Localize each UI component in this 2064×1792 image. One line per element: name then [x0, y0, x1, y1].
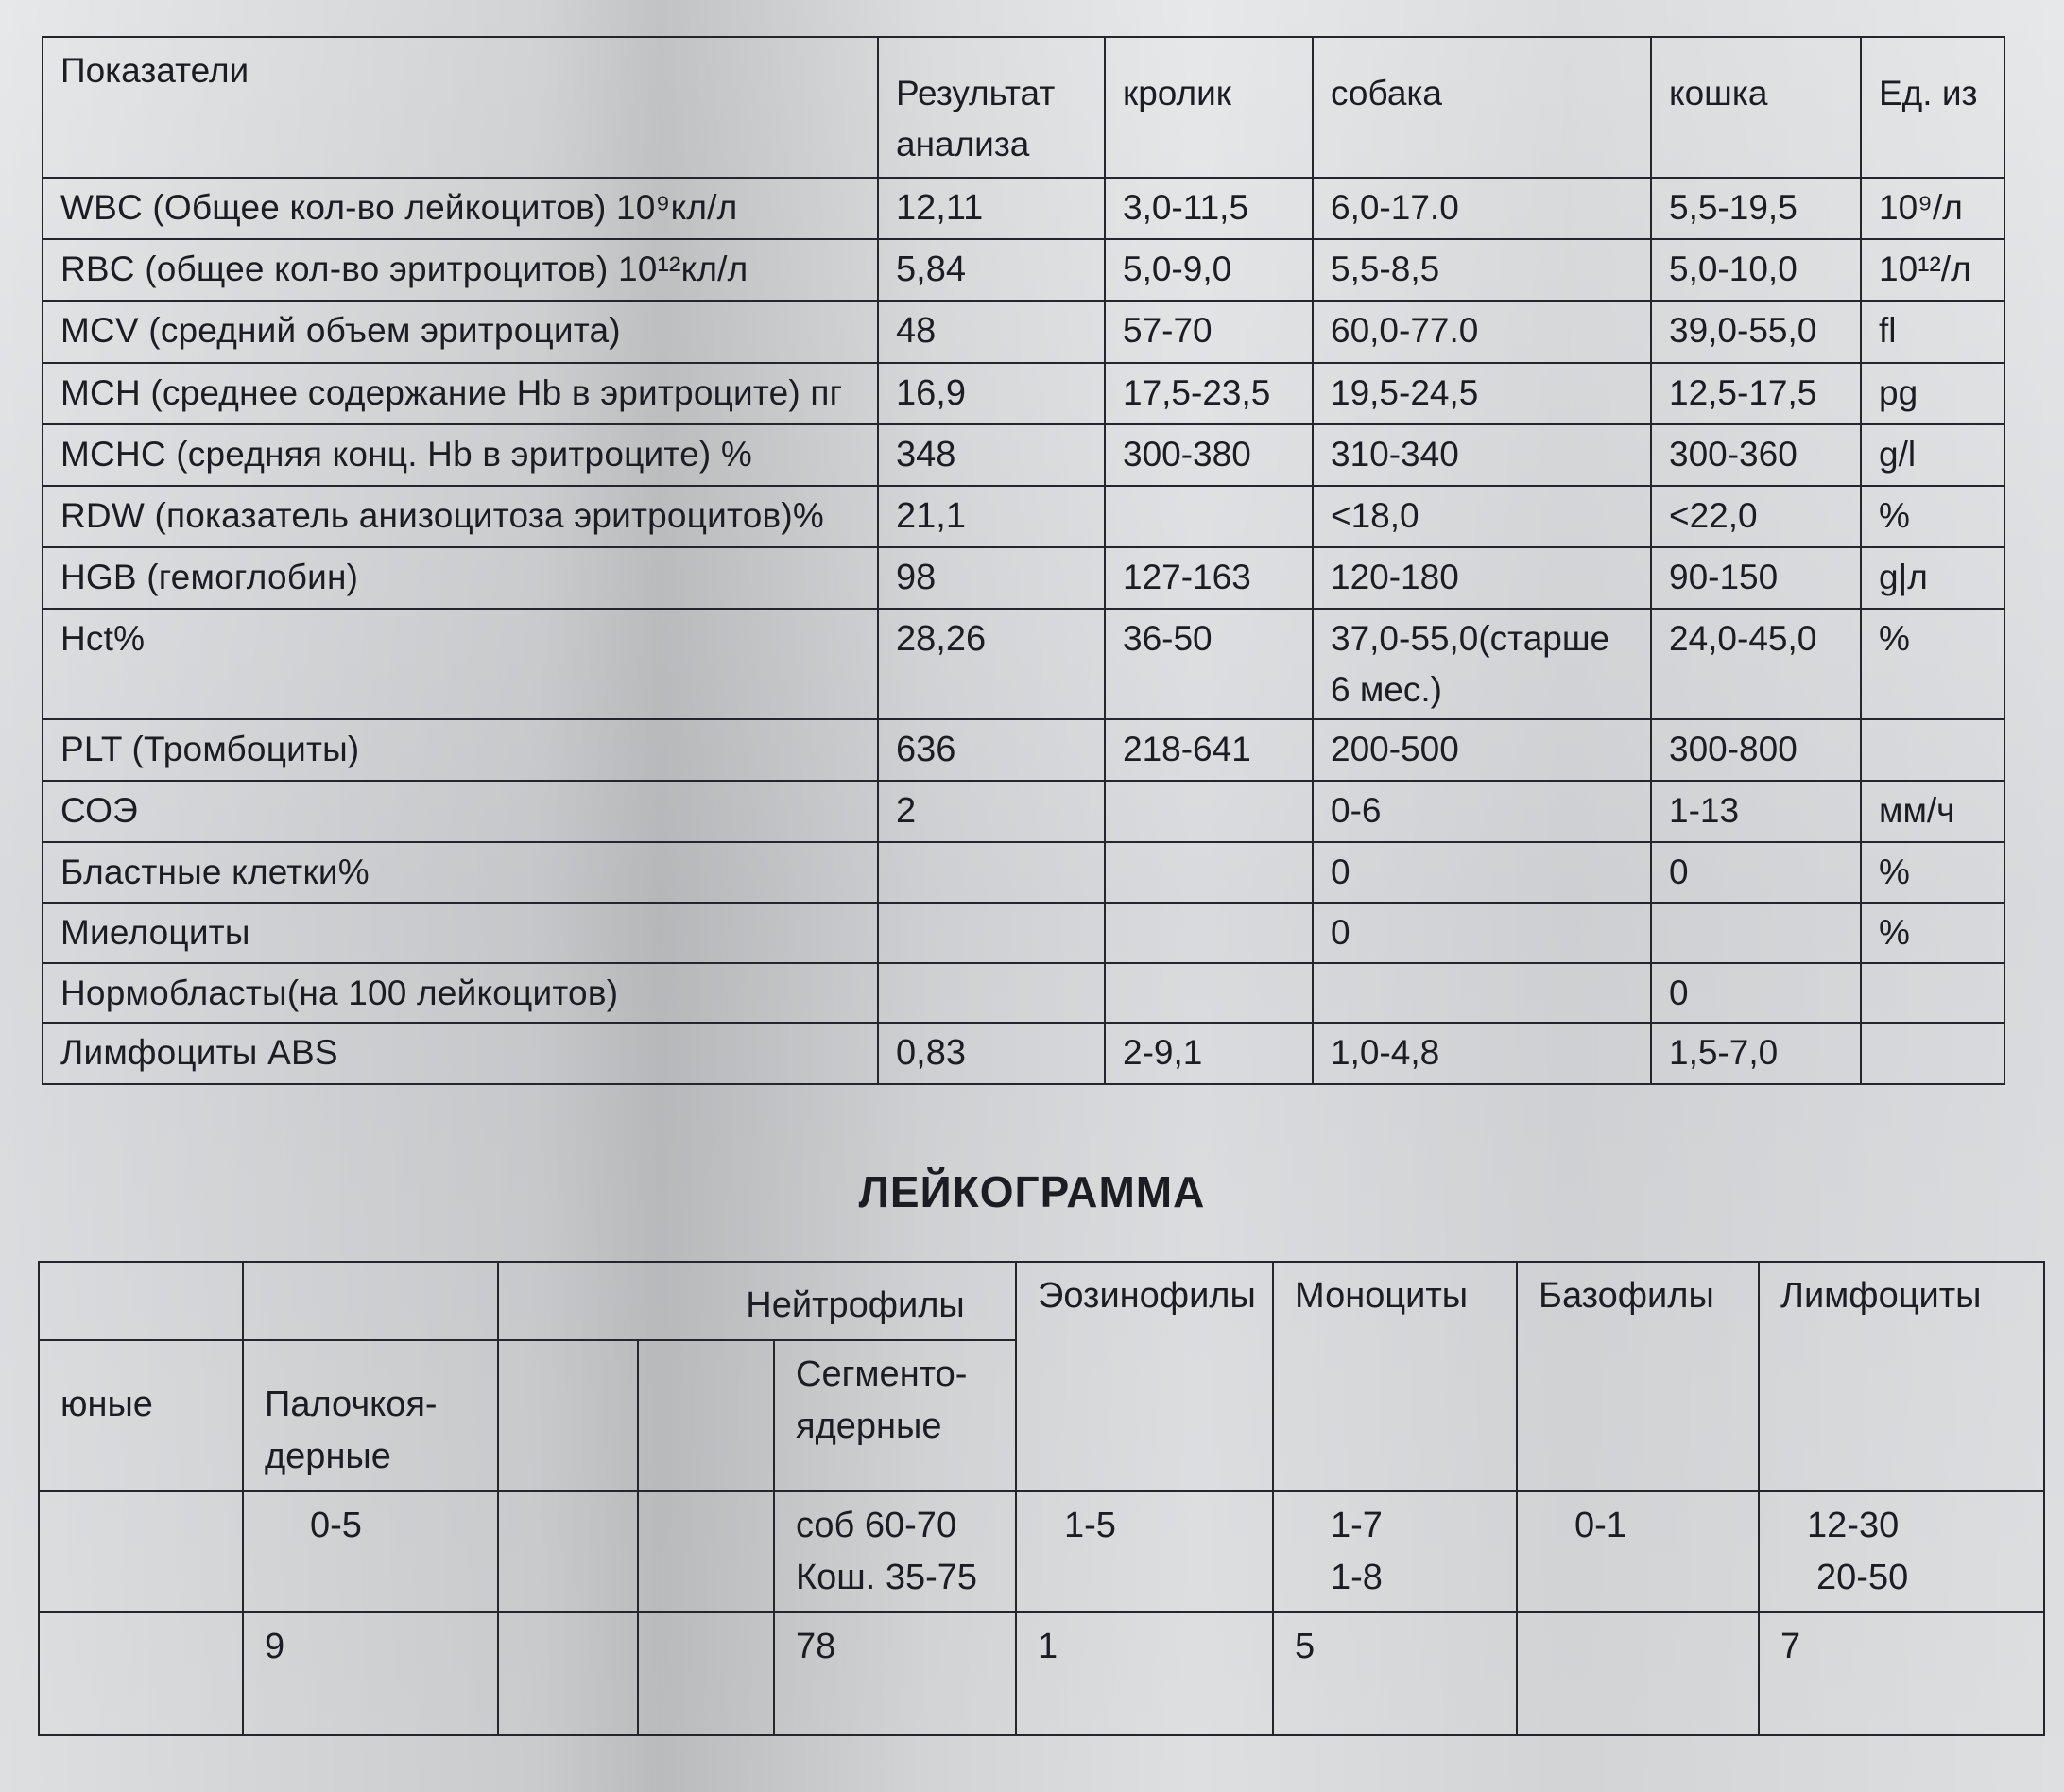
- dog-range-cell: 0: [1313, 903, 1651, 963]
- result-cell: 48: [878, 301, 1105, 362]
- unit-cell: pg: [1861, 363, 2004, 424]
- rabbit-range-cell: 3,0-11,5: [1105, 178, 1313, 239]
- parameter-cell: Нормобласты(на 100 лейкоцитов): [43, 963, 878, 1024]
- result-segmented: 78: [774, 1612, 1016, 1735]
- results-row: [43, 301, 2004, 362]
- result-cell: 21,1: [878, 486, 1105, 547]
- header-unit: Ед. из: [1861, 37, 2004, 178]
- results-row: [43, 1023, 2004, 1084]
- parameter-cell: MCH (среднее содержание Hb в эритроците) пг: [43, 363, 878, 424]
- rabbit-range-cell: [1105, 842, 1313, 903]
- parameter-cell: MCV (средний объем эритроцита): [43, 301, 878, 362]
- cat-range-cell: 300-800: [1651, 719, 1861, 781]
- unit-cell: g|л: [1861, 547, 2004, 609]
- parameter-cell: Миелоциты: [43, 903, 878, 963]
- result-cell: 16,9: [878, 363, 1105, 424]
- cat-range-cell: 300-360: [1651, 424, 1861, 486]
- parameter-cell: Лимфоциты ABS: [43, 1023, 878, 1084]
- results-row: [43, 486, 2004, 547]
- results-row: [43, 424, 2004, 486]
- dog-range-cell: 19,5-24,5: [1313, 363, 1651, 424]
- unit-cell: g/l: [1861, 424, 2004, 486]
- leukogram-title: ЛЕЙКОГРАММА: [858, 1167, 1206, 1216]
- header-parameter: Показатели: [43, 37, 878, 178]
- result-eosinophils: 1: [1016, 1612, 1273, 1735]
- dog-range-cell: 5,5-8,5: [1313, 239, 1651, 301]
- cat-range-cell: 0: [1651, 963, 1861, 1024]
- norm-segmented-cat: Кош. 35-75: [796, 1558, 978, 1598]
- cat-range-cell: 5,0-10,0: [1651, 239, 1861, 301]
- unit-cell: 10¹²/л: [1861, 239, 2004, 301]
- rabbit-range-cell: [1105, 963, 1313, 1024]
- result-cell: 12,11: [878, 178, 1105, 239]
- dog-range-cell: 37,0-55,0(старше 6 мес.): [1313, 609, 1651, 719]
- rabbit-range-cell: [1105, 486, 1313, 547]
- parameter-cell: WBC (Общее кол-во лейкоцитов) 10⁹кл/л: [43, 178, 878, 239]
- leukogram-blank-cell: [638, 1612, 774, 1735]
- results-row: [43, 547, 2004, 609]
- rabbit-range-cell: 36-50: [1105, 609, 1313, 719]
- result-cell: 28,26: [878, 609, 1105, 719]
- parameter-cell: Hct%: [43, 609, 878, 719]
- result-lymphocytes: 7: [1759, 1612, 2044, 1735]
- unit-cell: 10⁹/л: [1861, 178, 2004, 239]
- cat-range-cell: 12,5-17,5: [1651, 363, 1861, 424]
- header-rabbit: кролик: [1105, 37, 1313, 178]
- results-row: [43, 178, 2004, 239]
- results-row: [43, 239, 2004, 301]
- rabbit-range-cell: 218-641: [1105, 719, 1313, 781]
- unit-cell: %: [1861, 609, 2004, 719]
- result-cell: [878, 903, 1105, 963]
- result-cell: 0,83: [878, 1023, 1105, 1084]
- dog-range-cell: 310-340: [1313, 424, 1651, 486]
- norm-monocytes-dog: 1-7: [1331, 1506, 1383, 1546]
- leukogram-blank-cell: [39, 1262, 243, 1340]
- result-cell: [878, 963, 1105, 1024]
- leukogram-norm-row: [39, 1491, 2044, 1612]
- cat-range-cell: 24,0-45,0: [1651, 609, 1861, 719]
- result-young: [39, 1612, 243, 1735]
- cat-range-cell: 1,5-7,0: [1651, 1023, 1861, 1084]
- norm-monocytes: [1273, 1491, 1517, 1612]
- dog-range-cell: <18,0: [1313, 486, 1651, 547]
- cat-range-cell: 5,5-19,5: [1651, 178, 1861, 239]
- cat-range-cell: [1651, 903, 1861, 963]
- unit-cell: [1861, 719, 2004, 781]
- leukogram-group-row: [39, 1262, 2044, 1340]
- result-cell: 636: [878, 719, 1105, 781]
- parameter-cell: RDW (показатель анизоцитоза эритроцитов)%: [43, 486, 878, 547]
- leukogram-blank-cell: [498, 1491, 638, 1612]
- leukogram-table: [38, 1261, 2045, 1736]
- results-body: [43, 178, 2004, 1084]
- result-basophils: [1517, 1612, 1759, 1735]
- leukogram-result-row: [39, 1612, 2044, 1735]
- header-dog: собака: [1313, 37, 1651, 178]
- norm-lymphocytes-cat: 20-50: [1816, 1558, 1909, 1598]
- dog-range-cell: 0-6: [1313, 781, 1651, 842]
- header-basophils: Базофилы: [1517, 1262, 1759, 1491]
- header-eosinophils: Эозинофилы: [1016, 1262, 1273, 1491]
- results-row: [43, 363, 2004, 424]
- header-result: Результат анализа: [878, 37, 1105, 178]
- leukogram-blank-cell: [498, 1612, 638, 1735]
- norm-band: 0-5: [243, 1491, 498, 1612]
- cat-range-cell: 0: [1651, 842, 1861, 903]
- unit-cell: fl: [1861, 301, 2004, 362]
- results-row: [43, 719, 2004, 781]
- norm-segmented-dog: соб 60-70: [796, 1506, 957, 1546]
- result-monocytes: 5: [1273, 1612, 1517, 1735]
- unit-cell: мм/ч: [1861, 781, 2004, 842]
- cat-range-cell: 1-13: [1651, 781, 1861, 842]
- header-cat: кошка: [1651, 37, 1861, 178]
- rabbit-range-cell: [1105, 781, 1313, 842]
- parameter-cell: MCHC (средняя конц. Hb в эритроците) %: [43, 424, 878, 486]
- parameter-cell: СОЭ: [43, 781, 878, 842]
- rabbit-range-cell: 2-9,1: [1105, 1023, 1313, 1084]
- unit-cell: %: [1861, 842, 2004, 903]
- norm-basophils: 0-1: [1517, 1491, 1759, 1612]
- header-lymphocytes: Лимфоциты: [1759, 1262, 2044, 1491]
- results-row: [43, 963, 2004, 1024]
- rabbit-range-cell: 57-70: [1105, 301, 1313, 362]
- dog-range-cell: 0: [1313, 842, 1651, 903]
- cat-range-cell: <22,0: [1651, 486, 1861, 547]
- results-row: [43, 903, 2004, 963]
- result-cell: [878, 842, 1105, 903]
- norm-young: [39, 1491, 243, 1612]
- dog-range-cell: 1,0-4,8: [1313, 1023, 1651, 1084]
- dog-range-cell: 60,0-77.0: [1313, 301, 1651, 362]
- leukogram-blank-cell: [498, 1340, 638, 1491]
- cat-range-cell: 90-150: [1651, 547, 1861, 609]
- neutrophils-group-header: Нейтрофилы: [498, 1262, 1016, 1340]
- norm-lymphocytes-dog: 12-30: [1807, 1506, 1900, 1546]
- parameter-cell: RBC (общее кол-во эритроцитов) 10¹²кл/л: [43, 239, 878, 301]
- rabbit-range-cell: 5,0-9,0: [1105, 239, 1313, 301]
- rabbit-range-cell: 127-163: [1105, 547, 1313, 609]
- result-cell: 348: [878, 424, 1105, 486]
- result-band: 9: [243, 1612, 498, 1735]
- dog-range-cell: 200-500: [1313, 719, 1651, 781]
- result-cell: 2: [878, 781, 1105, 842]
- norm-eosinophils: 1-5: [1016, 1491, 1273, 1612]
- parameter-cell: HGB (гемоглобин): [43, 547, 878, 609]
- leukogram-blank-cell: [638, 1340, 774, 1491]
- unit-cell: %: [1861, 903, 2004, 963]
- header-monocytes: Моноциты: [1273, 1262, 1517, 1491]
- unit-cell: [1861, 963, 2004, 1024]
- leukogram-blank-cell: [243, 1262, 498, 1340]
- norm-lymphocytes: [1759, 1491, 2044, 1612]
- parameter-cell: PLT (Тромбоциты): [43, 719, 878, 781]
- rabbit-range-cell: [1105, 903, 1313, 963]
- result-cell: 5,84: [878, 239, 1105, 301]
- dog-range-cell: 6,0-17.0: [1313, 178, 1651, 239]
- results-row: [43, 842, 2004, 903]
- result-cell: 98: [878, 547, 1105, 609]
- header-band: Палочкоя-дерные: [243, 1340, 498, 1491]
- rabbit-range-cell: 300-380: [1105, 424, 1313, 486]
- norm-segmented: [774, 1491, 1016, 1612]
- results-header-row: [43, 37, 2004, 178]
- rabbit-range-cell: 17,5-23,5: [1105, 363, 1313, 424]
- dog-range-cell: 120-180: [1313, 547, 1651, 609]
- unit-cell: [1861, 1023, 2004, 1084]
- unit-cell: %: [1861, 486, 2004, 547]
- parameter-cell: Бластные клетки%: [43, 842, 878, 903]
- header-young: юные: [39, 1340, 243, 1491]
- leukogram-blank-cell: [638, 1491, 774, 1612]
- blood-results-table: [42, 36, 2005, 1085]
- norm-monocytes-cat: 1-8: [1331, 1558, 1383, 1598]
- header-segmented: Сегменто-ядерные: [774, 1340, 1016, 1491]
- results-row: [43, 609, 2004, 719]
- dog-range-cell: [1313, 963, 1651, 1024]
- results-row: [43, 781, 2004, 842]
- cat-range-cell: 39,0-55,0: [1651, 301, 1861, 362]
